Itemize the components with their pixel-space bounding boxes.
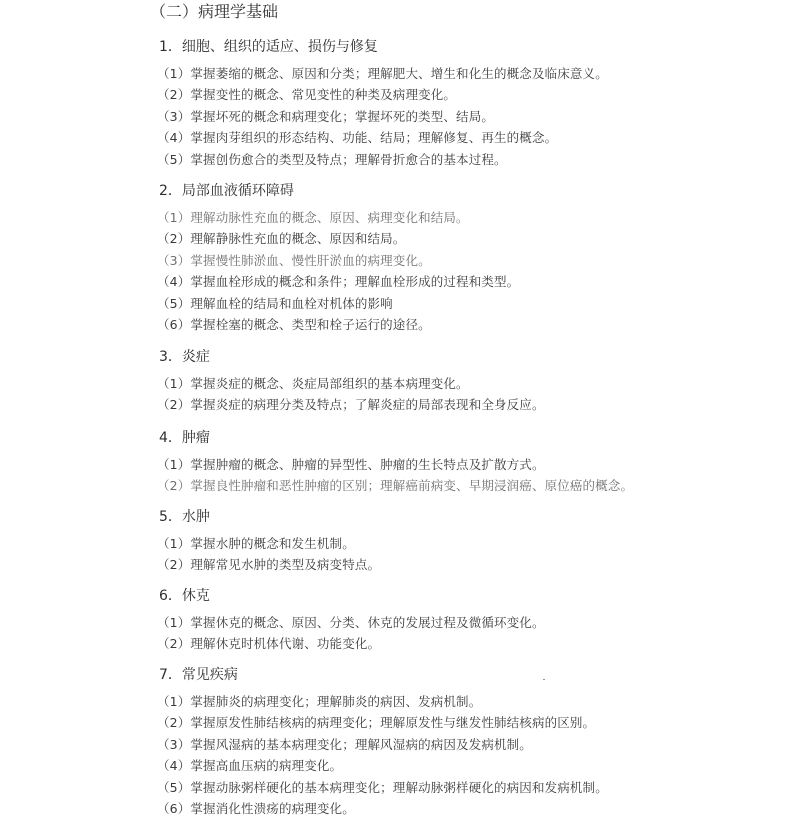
list-item: （2）掌握良性肿瘤和恶性肿瘤的区别；理解癌前病变、早期浸润癌、原位癌的概念。: [157, 478, 634, 494]
section-heading: 6．休克: [159, 588, 210, 604]
list-item: （2）掌握变性的概念、常见变性的种类及病理变化。: [157, 87, 457, 103]
section-inflammation: [157, 348, 767, 416]
section-cell-adaptation: [157, 38, 767, 170]
list-item: （2）理解休克时机体代谢、功能变化。: [157, 636, 381, 652]
list-item: （2）掌握原发性肺结核病的病理变化；理解原发性与继发性肺结核病的区别。: [157, 715, 596, 731]
list-item: （1）掌握肿瘤的概念、肿瘤的异型性、肿瘤的生长特点及扩散方式。: [157, 457, 545, 472]
list-item: （6）掌握栓塞的概念、类型和栓子运行的途径。: [157, 317, 431, 333]
list-item: （6）掌握消化性溃疡的病理变化。: [157, 801, 355, 817]
list-item: （3）掌握慢性肺淤血、慢性肝淤血的病理变化。: [157, 252, 431, 268]
list-item: （3）掌握坏死的概念和病理变化；掌握坏死的类型、结局。: [157, 108, 495, 124]
section-heading: 3．炎症: [159, 349, 210, 365]
list-item: （2）理解静脉性充血的概念、原因和结局。: [157, 231, 406, 247]
list-item: （5）理解血栓的结局和血栓对机体的影响: [157, 295, 393, 311]
scan-speck: [543, 679, 545, 680]
section-heading: 2．局部血液循环障碍: [159, 183, 294, 199]
list-item: （1）掌握水肿的概念和发生机制。: [157, 536, 355, 551]
section-edema: [157, 508, 767, 576]
list-item: （3）掌握风湿病的基本病理变化；理解风湿病的病因及发病机制。: [157, 736, 532, 752]
list-item: （1）掌握萎缩的概念、原因和分类；理解肥大、增生和化生的概念及临床意义。: [157, 66, 608, 81]
list-item: （4）掌握肉芽组织的形态结构、功能、结局；理解修复、再生的概念。: [157, 130, 558, 146]
section-heading: 1．细胞、组织的适应、损伤与修复: [159, 39, 378, 55]
section-heading: 4．肿瘤: [159, 430, 210, 446]
list-item: （2）理解常见水肿的类型及病变特点。: [157, 557, 381, 573]
chapter-title: （二）病理学基础: [150, 2, 279, 21]
section-heading: 7．常见疾病: [159, 667, 238, 683]
section-blood-circulation: [157, 182, 767, 335]
list-item: （1）理解动脉性充血的概念、原因、病理变化和结局。: [157, 210, 469, 225]
list-item: （1）掌握休克的概念、原因、分类、休克的发展过程及微循环变化。: [157, 615, 545, 630]
list-item: （1）掌握炎症的概念、炎症局部组织的基本病理变化。: [157, 376, 469, 391]
section-tumor: [157, 429, 767, 497]
section-common-diseases: [157, 666, 767, 819]
list-item: （2）掌握炎症的病理分类及特点；了解炎症的局部表现和全身反应。: [157, 397, 545, 413]
list-item: （4）掌握高血压病的病理变化。: [157, 758, 343, 774]
section-shock: [157, 587, 767, 655]
list-item: （1）掌握肺炎的病理变化；理解肺炎的病因、发病机制。: [157, 694, 482, 709]
section-heading: 5．水肿: [159, 509, 210, 525]
list-item: （5）掌握创伤愈合的类型及特点；理解骨折愈合的基本过程。: [157, 151, 507, 167]
list-item: （4）掌握血栓形成的概念和条件；理解血栓形成的过程和类型。: [157, 274, 520, 290]
list-item: （5）掌握动脉粥样硬化的基本病理变化；理解动脉粥样硬化的病因和发病机制。: [157, 779, 608, 795]
